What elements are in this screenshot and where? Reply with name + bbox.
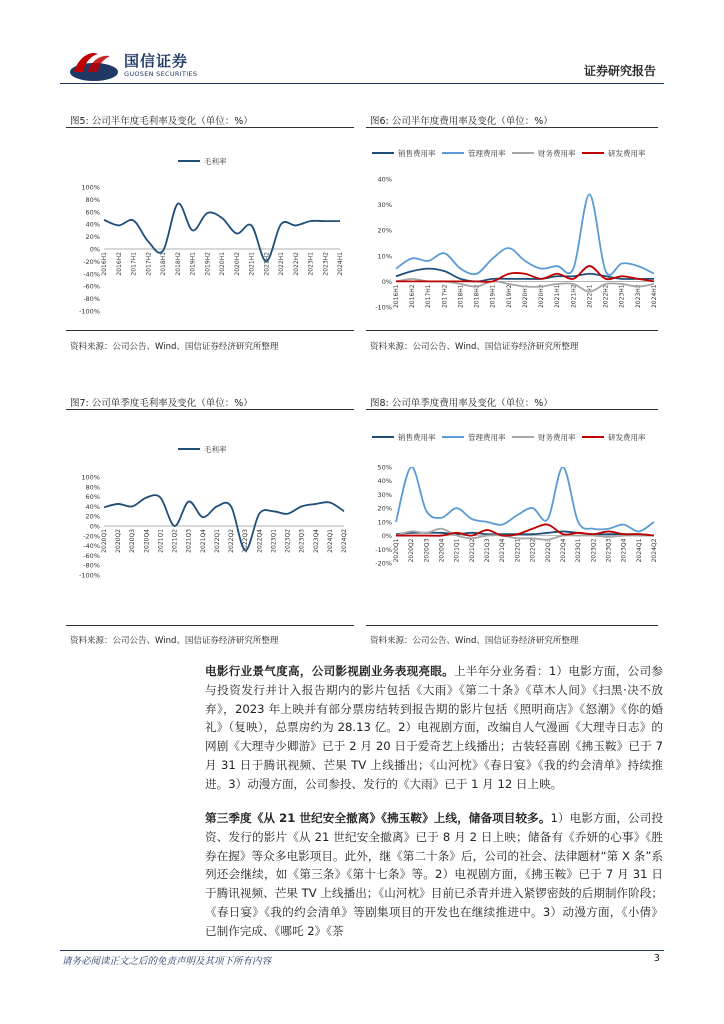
x-tick-label: 2016H2 [409,284,417,309]
paragraph-1-lead: 电影行业景气度高，公司影视剧业务表现亮眼。 [205,664,455,678]
y-tick-label: 80% [85,195,100,204]
y-tick-label: -60% [83,551,100,560]
y-tick-label: 40% [377,175,392,184]
y-tick-label: 10% [377,518,392,527]
x-tick-label: 2020Q2 [115,529,123,553]
y-tick-label: 20% [85,233,100,242]
y-tick-label: 0% [381,277,392,286]
y-tick-label: -20% [83,257,100,266]
figure-5-title: 图5: 公司半年度毛利率及变化（单位：%） [70,116,253,127]
page-header [60,40,664,84]
series-line-管理费用率 [396,467,654,532]
figure-5-source: 资料来源：公司公告、Wind、国信证券经济研究所整理 [70,342,279,352]
figure-6-title-rule [366,127,658,128]
legend-label: 毛利率 [204,157,227,166]
x-tick-label: 2020H2 [538,284,546,309]
x-tick-label: 2022Q1 [213,529,221,553]
x-tick-label: 2021H2 [570,284,578,309]
legend-label: 财务费用率 [538,433,576,442]
x-tick-label: 2023H2 [322,252,330,276]
x-tick-label: 2023Q4 [312,529,320,553]
legend-label: 毛利率 [204,445,227,454]
y-tick-label: 0% [89,245,100,254]
y-tick-label: 30% [377,490,392,499]
figure-5-source-rule [66,330,354,331]
x-tick-label: 2020H2 [233,252,241,276]
x-tick-label: 2022Q3 [544,538,552,563]
x-tick-label: 2023Q1 [575,538,583,563]
x-tick-label: 2024Q2 [341,529,348,553]
y-tick-label: 0% [89,522,100,531]
legend-label: 研发费用率 [608,433,646,442]
x-tick-label: 2023Q4 [620,538,628,563]
y-tick-label: -10% [375,545,392,554]
x-tick-label: 2018H1 [457,284,465,309]
figure-8-title-rule [366,409,658,410]
figure-7-title-rule [66,409,354,410]
y-tick-label: 40% [85,502,100,511]
figure-6-title: 图6: 公司半年度费用率及变化（单位：%） [370,116,553,127]
x-tick-label: 2022H2 [292,252,300,276]
y-tick-label: -100% [79,307,100,316]
brand-name: 国信证券 [124,52,189,70]
figure-5-chart [66,135,356,330]
x-tick-label: 2020Q4 [143,529,151,553]
y-tick-label: 100% [81,473,100,482]
x-tick-label: 2023H1 [618,284,626,309]
x-tick-label: 2024H1 [337,252,344,276]
figure-8-source: 资料来源：公司公告、Wind、国信证券经济研究所整理 [370,636,579,646]
y-tick-label: 100% [81,183,100,192]
y-tick-label: 40% [85,220,100,229]
x-tick-label: 2022Q3 [242,529,250,553]
x-tick-label: 2022Q1 [514,538,522,563]
figure-8-chart [366,417,660,622]
x-tick-label: 2021Q1 [157,529,165,553]
x-tick-label: 2018H1 [160,252,167,276]
x-tick-label: 2021Q3 [484,538,492,563]
x-tick-label: 2024Q1 [326,529,334,553]
x-tick-label: 2022H2 [602,284,610,309]
x-tick-label: 2021Q3 [185,529,193,553]
y-tick-label: 40% [377,477,392,486]
x-tick-label: 2023Q3 [298,529,306,553]
y-tick-label: 30% [377,201,392,210]
x-tick-label: 2023Q1 [270,529,278,553]
figure-6-chart [366,135,660,330]
x-tick-label: 2023H2 [634,284,642,309]
guosen-logo-icon [68,46,120,82]
legend-label: 财务费用率 [538,149,576,158]
figure-8-source-rule [366,625,658,626]
x-tick-label: 2021H1 [554,284,562,309]
header-divider [60,83,664,84]
figure-5-title-rule [66,127,354,128]
x-tick-label: 2020Q4 [438,538,446,563]
y-tick-label: -20% [83,532,100,541]
y-tick-label: 50% [377,463,392,472]
y-tick-label: 60% [85,493,100,502]
x-tick-label: 2021Q4 [499,538,507,563]
x-tick-label: 2023Q3 [605,538,613,563]
x-tick-label: 2019H2 [505,284,513,309]
figure-7-source: 资料来源：公司公告、Wind、国信证券经济研究所整理 [70,636,279,646]
x-tick-label: 2022H1 [278,252,285,276]
legend-label: 研发费用率 [608,149,646,158]
x-tick-label: 2017H1 [130,252,138,276]
x-tick-label: 2020Q3 [129,529,137,553]
x-tick-label: 2022Q4 [256,529,264,553]
x-tick-label: 2023H1 [307,252,315,276]
x-tick-label: 2024Q1 [635,538,643,563]
y-tick-label: -40% [83,542,100,551]
x-tick-label: 2019H1 [489,284,497,309]
x-tick-label: 2022Q2 [228,529,236,553]
x-tick-label: 2019H1 [189,252,197,276]
x-tick-label: 2022H1 [586,284,594,309]
x-tick-label: 2019H2 [204,252,212,276]
y-tick-label: 60% [85,208,100,217]
x-tick-label: 2016H1 [393,284,400,309]
x-tick-label: 2021Q4 [199,529,207,553]
figure-7-title: 图7: 公司单季度毛利率及变化（单位：%） [70,398,253,409]
x-tick-label: 2024H1 [651,284,658,309]
x-tick-label: 2022Q4 [559,538,567,563]
x-tick-label: 2020H1 [219,252,226,276]
x-tick-label: 2020H1 [522,284,529,309]
figure-6-source-rule [366,330,658,331]
figure-6-source: 资料来源：公司公告、Wind、国信证券经济研究所整理 [370,342,579,352]
x-tick-label: 2018H2 [473,284,481,309]
y-tick-label: 80% [85,483,100,492]
series-line-管理费用率 [396,194,654,275]
footer-disclaimer: 请务必阅读正文之后的免责声明及其项下所有内容 [62,956,272,967]
series-line-毛利率 [104,495,344,550]
y-tick-label: 20% [85,512,100,521]
legend-label: 销售费用率 [398,433,436,442]
legend-label: 管理费用率 [468,149,506,158]
x-tick-label: 2022Q2 [529,538,537,563]
x-tick-label: 2016H1 [101,252,108,276]
y-tick-label: -100% [79,571,100,580]
y-tick-label: -80% [83,561,100,570]
x-tick-label: 2017H2 [441,284,449,309]
figure-8-title: 图8: 公司单季度费用率及变化（单位：%） [370,398,553,409]
figure-7-chart [66,417,356,622]
paragraph-film-business [205,662,663,794]
x-tick-label: 2017H1 [425,284,433,309]
page-number: 3 [653,953,660,964]
footer-divider [60,950,664,951]
report-type: 证券研究报告 [583,64,656,78]
paragraph-2-lead: 第三季度《从 21 世纪安全撤离》《拂玉鞍》上线，储备项目较多。 [205,811,551,825]
x-tick-label: 2021Q2 [171,529,179,553]
figure-7-source-rule [66,625,354,626]
x-tick-label: 2020Q1 [101,529,108,553]
x-tick-label: 2020Q1 [393,538,400,563]
x-tick-label: 2023Q2 [284,529,292,553]
legend-label: 销售费用率 [398,149,436,158]
x-tick-label: 2018H2 [174,252,182,276]
x-tick-label: 2020Q2 [408,538,416,563]
y-tick-label: -20% [375,559,392,568]
x-tick-label: 2024Q2 [651,538,658,563]
brand-name-english: GUOSEN SECURITIES [124,70,198,78]
y-tick-label: -60% [83,282,100,291]
y-tick-label: -40% [83,270,100,279]
x-tick-label: 2021Q1 [453,538,461,563]
x-tick-label: 2016H2 [115,252,123,276]
x-tick-label: 2020Q3 [423,538,431,563]
y-tick-label: 0% [381,532,392,541]
legend-label: 管理费用率 [468,433,506,442]
y-tick-label: 20% [377,504,392,513]
x-tick-label: 2017H2 [145,252,153,276]
y-tick-label: -10% [375,303,392,312]
y-tick-label: 20% [377,226,392,235]
y-tick-label: -80% [83,295,100,304]
x-tick-label: 2023Q2 [590,538,598,563]
y-tick-label: 10% [377,252,392,261]
paragraph-1-text: 上半年分业务看：1）电影方面，公司参与投资发行并计入报告期内的影片包括《大雨》《第二十条》《草木人间》《扫黑·决不放弃》，2023 年上映并有部分票房结转到报告期的影片包括《照明商店》《怒潮》《你的婚礼》（复映），总票房约为 28.13 亿。2）电视剧方面，改编自人气漫画《大理寺日志》的网剧《大理寺少卿游》已于 2 月 20 日于爱奇艺上线播出；古装轻喜剧《拂玉鞍》已于 7 月 31 日于腾讯视频、芒果 TV 上线播出；《山河枕》《春日宴》《我的约会清单》持续推进。3）动漫方面，公司参投、发行的《大雨》已于 1 月 12 日上映。 [205,664,663,791]
paragraph-q3-projects [205,809,663,941]
x-tick-label: 2021H2 [263,252,271,276]
x-tick-label: 2021H1 [248,252,256,276]
paragraph-2-text: 1）电影方面，公司投资、发行的影片《从 21 世纪安全撤离》已于 8 月 2 日上映；储备有《乔妍的心事》《胜券在握》等众多电影项目。此外，继《第二十条》后，公司的社会、法律题材“第 X 条”系列还会继续，如《第三条》《第十七条》等。2）电视剧方面，《拂玉鞍》已于 7 月 31 日于腾讯视频、芒果 TV 上线播出；《山河枕》目前已杀青并进入紧锣密鼓的后期制作阶段；《春日宴》《我的约会清单》等剧集项目的开发也在继续推进中。3）动漫方面，《小倩》已制作完成、《哪吒 2》《茶 [205,811,663,938]
x-tick-label: 2021Q2 [468,538,476,563]
